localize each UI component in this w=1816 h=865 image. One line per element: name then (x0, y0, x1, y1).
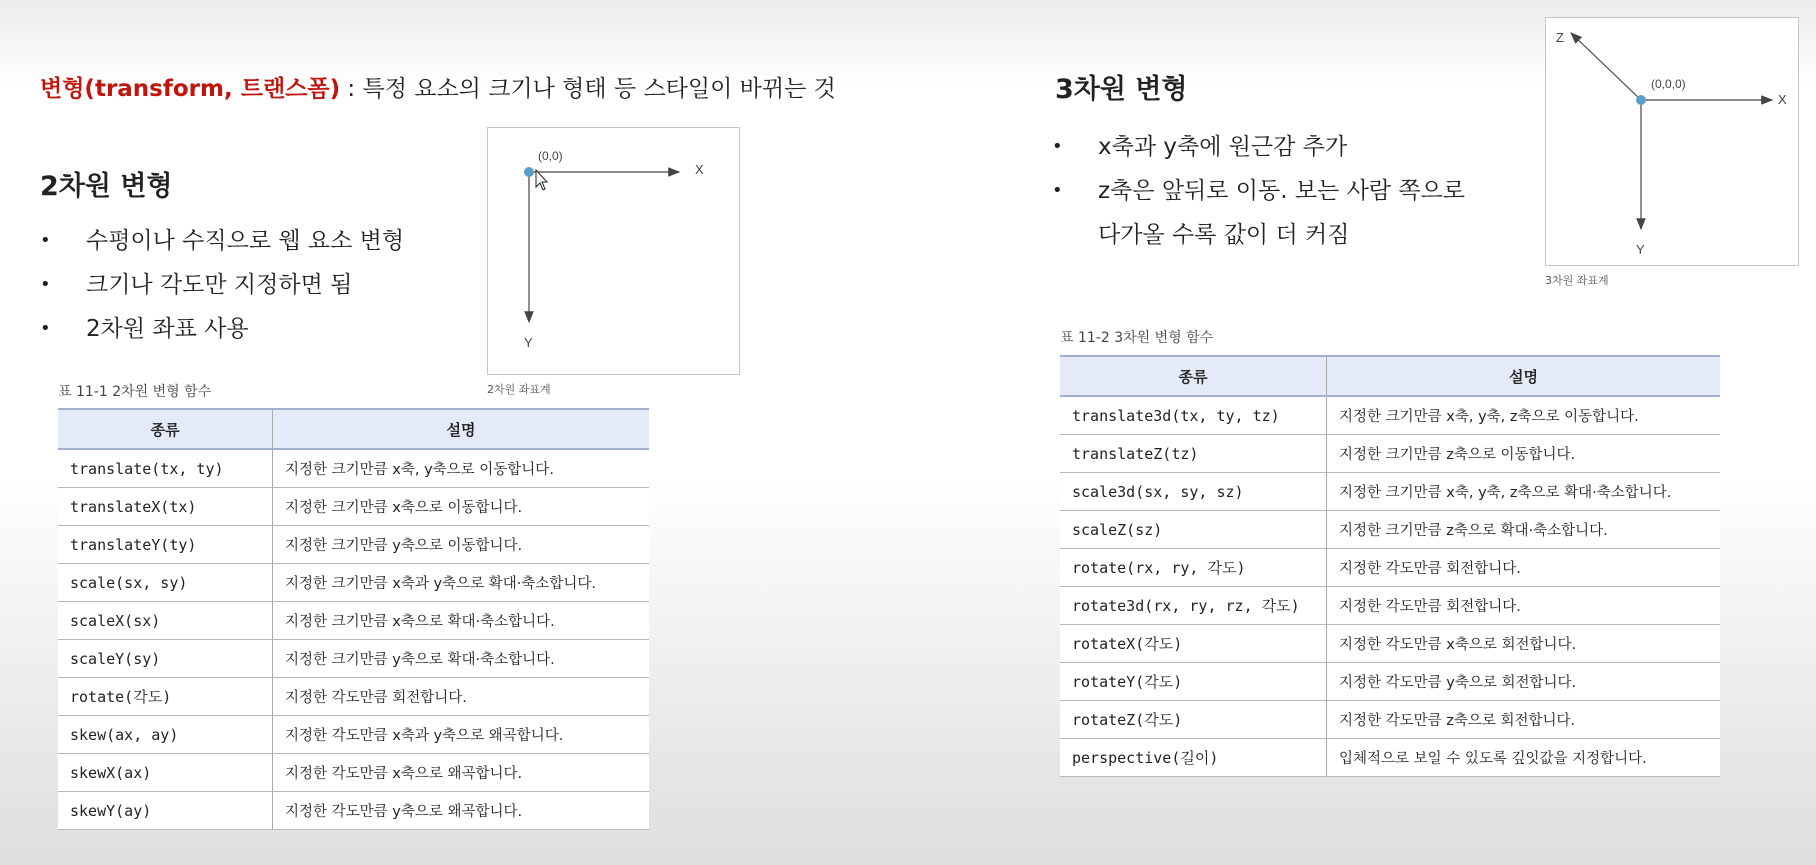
table-row (1060, 701, 1720, 739)
function-name: translateY(ty) (58, 526, 273, 564)
function-name: rotateY(각도) (1060, 663, 1327, 701)
function-description: 지정한 크기만큼 y축으로 이동합니다. (273, 526, 650, 564)
bullet-item: • 크기나 각도만 지정하면 됨 (40, 263, 404, 307)
z-axis (1571, 33, 1641, 100)
function-name: skewX(ax) (58, 754, 273, 792)
column-header-description: 설명 (273, 409, 650, 449)
section-3d-bullets (1052, 125, 1465, 257)
function-name: translate(tx, ty) (58, 449, 273, 488)
function-description: 지정한 각도만큼 회전합니다. (1327, 549, 1721, 587)
function-description: 지정한 각도만큼 x축과 y축으로 왜곡합니다. (273, 716, 650, 754)
table-row (58, 678, 649, 716)
bullet-item: • 2차원 좌표 사용 (40, 307, 404, 351)
function-name: skew(ax, ay) (58, 716, 273, 754)
section-3d-title: 3차원 변형 (1055, 74, 1188, 105)
origin-dot (1636, 95, 1646, 105)
function-description: 지정한 각도만큼 회전합니다. (273, 678, 650, 716)
origin-dot (524, 167, 534, 177)
function-description: 지정한 크기만큼 x축, y축으로 이동합니다. (273, 449, 650, 488)
table-row (1060, 473, 1720, 511)
section-2d-bullets (40, 219, 404, 351)
function-name: rotate(각도) (58, 678, 273, 716)
table-row (58, 792, 649, 830)
origin-label: (0,0) (538, 149, 563, 163)
table-row (58, 640, 649, 678)
y-axis-label: Y (1636, 242, 1645, 257)
table-row (58, 449, 649, 488)
table-row (1060, 511, 1720, 549)
column-header-type: 종류 (58, 409, 273, 449)
column-header-description: 설명 (1327, 356, 1721, 396)
diagram-2d-coordinate-system (487, 127, 740, 375)
function-description: 지정한 각도만큼 x축으로 왜곡합니다. (273, 754, 650, 792)
table-row (1060, 435, 1720, 473)
table-2d-caption: 표 11-1 2차원 변형 함수 (58, 384, 212, 400)
function-name: translate3d(tx, ty, tz) (1060, 396, 1327, 435)
diagram-3d-caption: 3차원 좌표계 (1545, 274, 1609, 287)
function-description: 지정한 각도만큼 y축으로 회전합니다. (1327, 663, 1721, 701)
bullet-continuation: 다가올 수록 값이 더 커짐 (1098, 222, 1350, 248)
table-row (58, 754, 649, 792)
table-row (1060, 587, 1720, 625)
table-row (1060, 663, 1720, 701)
table-row (1060, 739, 1720, 777)
function-description: 지정한 각도만큼 z축으로 회전합니다. (1327, 701, 1721, 739)
function-name: translateZ(tz) (1060, 435, 1327, 473)
function-name: scale(sx, sy) (58, 564, 273, 602)
function-description: 지정한 각도만큼 y축으로 왜곡합니다. (273, 792, 650, 830)
z-axis-label: Z (1556, 30, 1564, 45)
table-row (58, 716, 649, 754)
function-name: translateX(tx) (58, 488, 273, 526)
table-3d-caption: 표 11-2 3차원 변형 함수 (1060, 330, 1214, 346)
function-description: 지정한 크기만큼 x축, y축, z축으로 확대·축소합니다. (1327, 473, 1721, 511)
function-name: rotate(rx, ry, 각도) (1060, 549, 1327, 587)
function-name: skewY(ay) (58, 792, 273, 830)
bullet-item: • x축과 y축에 원근감 추가 (1052, 125, 1465, 169)
function-name: scaleY(sy) (58, 640, 273, 678)
table-header-row (58, 409, 649, 449)
column-header-type: 종류 (1060, 356, 1327, 396)
y-axis-label: Y (524, 335, 533, 350)
function-description: 입체적으로 보일 수 있도록 깊잇값을 지정합니다. (1327, 739, 1721, 777)
table-row (1060, 549, 1720, 587)
function-description: 지정한 크기만큼 y축으로 확대·축소합니다. (273, 640, 650, 678)
x-axis-label: X (695, 162, 704, 177)
function-name: scale3d(sx, sy, sz) (1060, 473, 1327, 511)
table-row (1060, 625, 1720, 663)
diagram-2d-svg (488, 128, 739, 374)
diagram-2d-caption: 2차원 좌표계 (487, 383, 551, 396)
bullet-item: • 수평이나 수직으로 웹 요소 변형 (40, 219, 404, 263)
bullet-item: • z축은 앞뒤로 이동. 보는 사람 쪽으로 (1052, 169, 1465, 213)
table-header-row (1060, 356, 1720, 396)
origin-label: (0,0,0) (1651, 77, 1686, 91)
intro-term: 변형(transform, 트랜스폼) (40, 76, 341, 102)
table-row (58, 564, 649, 602)
function-description: 지정한 크기만큼 x축으로 확대·축소합니다. (273, 602, 650, 640)
function-name: rotateZ(각도) (1060, 701, 1327, 739)
diagram-3d-coordinate-system (1545, 17, 1799, 266)
table-2d-functions (58, 408, 649, 830)
function-name: scaleZ(sz) (1060, 511, 1327, 549)
table-3d-functions (1060, 355, 1720, 777)
table-row (58, 488, 649, 526)
intro-description: : 특정 요소의 크기나 형태 등 스타일이 바뀌는 것 (340, 76, 836, 102)
function-name: perspective(길이) (1060, 739, 1327, 777)
section-2d-title: 2차원 변형 (40, 171, 173, 202)
intro-definition (40, 70, 836, 103)
function-description: 지정한 크기만큼 z축으로 이동합니다. (1327, 435, 1721, 473)
table-row (58, 526, 649, 564)
table-row (58, 602, 649, 640)
function-name: rotate3d(rx, ry, rz, 각도) (1060, 587, 1327, 625)
function-description: 지정한 각도만큼 회전합니다. (1327, 587, 1721, 625)
function-name: scaleX(sx) (58, 602, 273, 640)
function-description: 지정한 크기만큼 z축으로 확대·축소합니다. (1327, 511, 1721, 549)
function-description: 지정한 크기만큼 x축, y축, z축으로 이동합니다. (1327, 396, 1721, 435)
function-description: 지정한 크기만큼 x축과 y축으로 확대·축소합니다. (273, 564, 650, 602)
function-name: rotateX(각도) (1060, 625, 1327, 663)
diagram-3d-svg (1546, 18, 1798, 265)
function-description: 지정한 각도만큼 x축으로 회전합니다. (1327, 625, 1721, 663)
table-row (1060, 396, 1720, 435)
x-axis-label: X (1778, 92, 1787, 107)
mouse-cursor-icon (536, 170, 547, 190)
function-description: 지정한 크기만큼 x축으로 이동합니다. (273, 488, 650, 526)
